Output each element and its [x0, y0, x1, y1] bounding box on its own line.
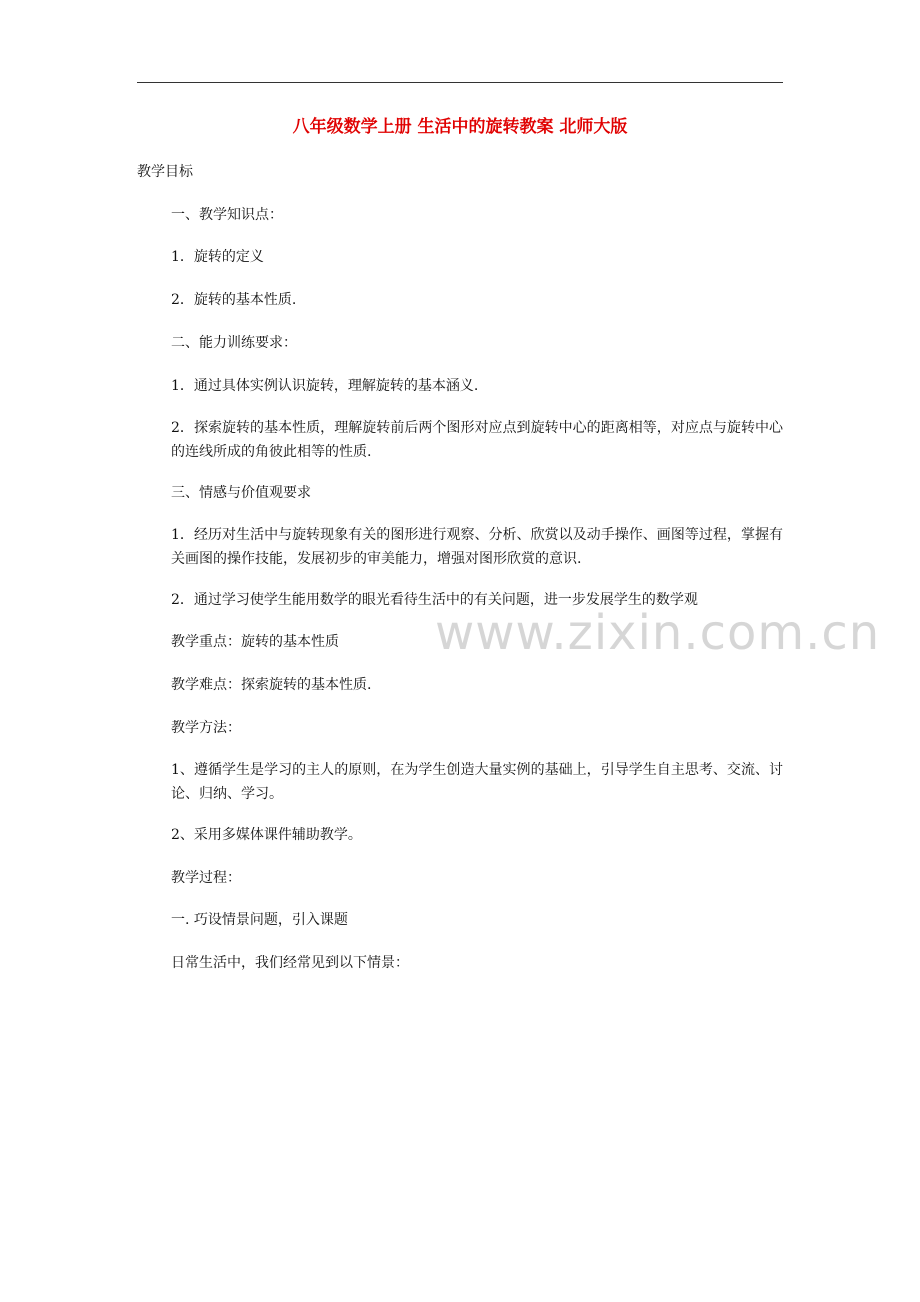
paragraph: 1．经历对生活中与旋转现象有关的图形进行观察、分析、欣赏以及动手操作、画图等过程，掌握有关画图的操作技能，发展初步的审美能力，增强对图形欣赏的意识.: [171, 527, 783, 567]
paragraph: 一. 巧设情景问题，引入课题: [171, 912, 348, 928]
subsection-values: 三、情感与价值观要求: [171, 485, 311, 501]
paragraph: 2．通过学习使学生能用数学的眼光看待生活中的有关问题，进一步发展学生的数学观: [171, 592, 698, 608]
subsection-process: 教学过程：: [171, 870, 241, 886]
header-rule: [137, 82, 783, 83]
paragraph: 日常生活中，我们经常见到以下情景：: [171, 955, 409, 971]
subsection-knowledge: 一、教学知识点：: [171, 207, 283, 223]
key-point: 教学重点：旋转的基本性质: [171, 634, 339, 650]
paragraph: 2、采用多媒体课件辅助教学。: [171, 827, 362, 843]
subsection-methods: 教学方法：: [171, 720, 241, 736]
paragraph: 1、遵循学生是学习的主人的原则，在为学生创造大量实例的基础上，引导学生自主思考、交流、讨论、归纳、学习。: [171, 762, 783, 802]
watermark: www.zixin.com.cn: [435, 605, 881, 661]
paragraph: 2．旋转的基本性质.: [171, 292, 297, 308]
paragraph: 2．探索旋转的基本性质，理解旋转前后两个图形对应点到旋转中心的距离相等，对应点与旋转中心的连线所成的角彼此相等的性质.: [171, 420, 783, 460]
difficult-point: 教学难点：探索旋转的基本性质.: [171, 677, 372, 693]
paragraph: 1．旋转的定义: [171, 249, 264, 265]
document-title: 八年级数学上册 生活中的旋转教案 北师大版: [292, 117, 628, 137]
subsection-ability: 二、能力训练要求：: [171, 335, 297, 351]
paragraph: 1．通过具体实例认识旋转，理解旋转的基本涵义.: [171, 378, 479, 394]
section-heading-objectives: 教学目标: [137, 164, 193, 180]
